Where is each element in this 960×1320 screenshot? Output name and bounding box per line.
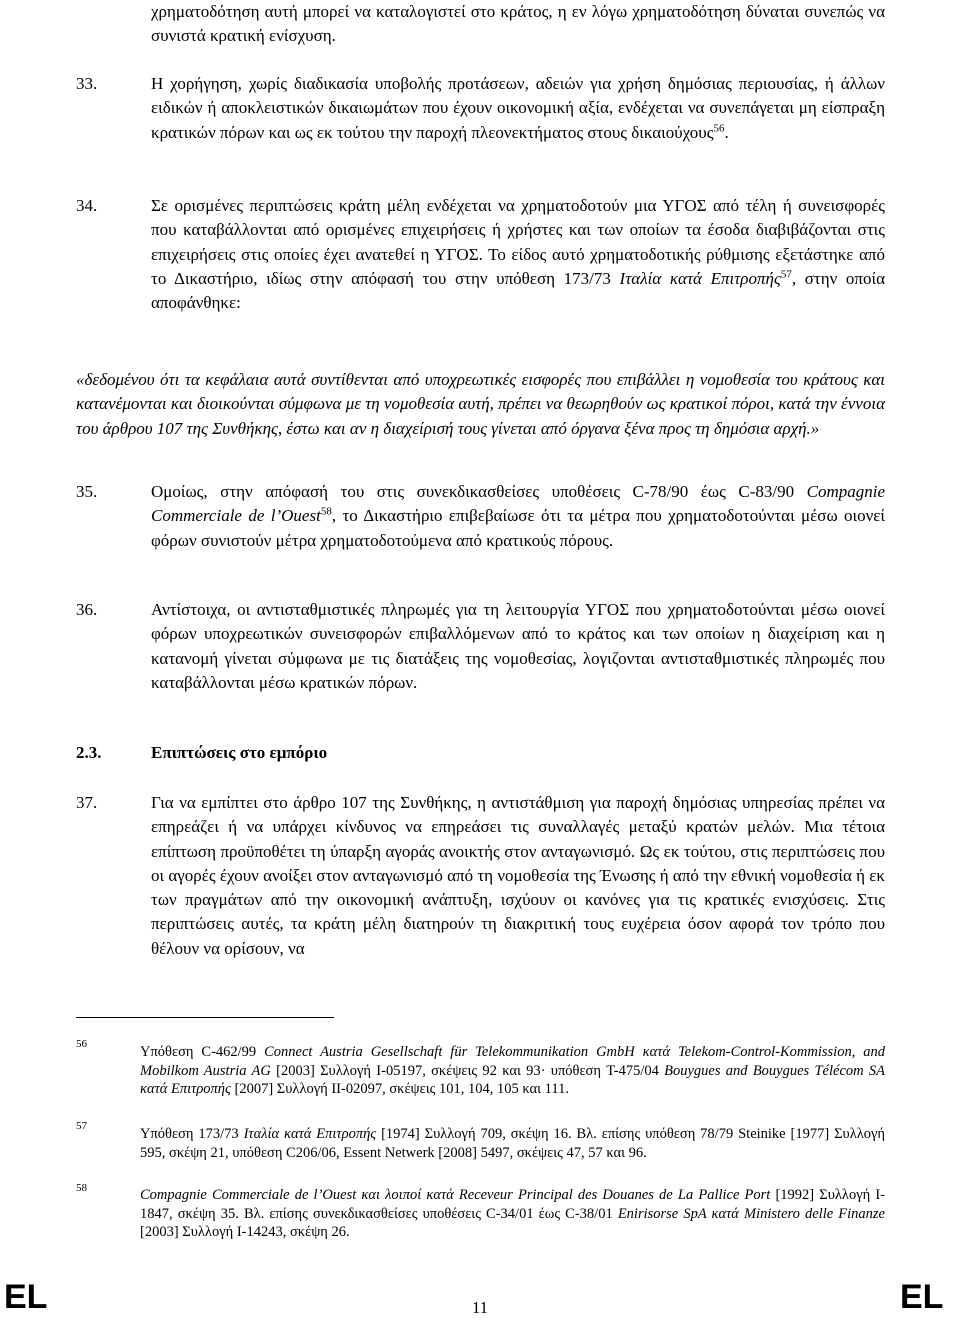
paragraph-text: Η χορήγηση, χωρίς διαδικασία υποβολής προτάσεων, αδειών για χρήση δημόσιας περιουσίας, ή άλλων ειδικών ή αποκλειστικών δικαιωμάτων που έχουν οικονομική αξία, ενδέχεται να συνεπάγεται μη είσπραξη κρατικών πόρων και ως εκ τούτου την παροχή πλεονεκτήματος στους δικαιούχους (151, 74, 885, 142)
footnote-number: 58 (76, 1182, 87, 1194)
page-number: 11 (471, 1298, 489, 1317)
paragraph-37: Για να εμπίπτει στο άρθρο 107 της Συνθήκης, η αντιστάθμιση για παροχή δημόσιας υπηρεσίας πρέπει να επηρεάζει ή να υπάρχει κίνδυνος να επηρεάσει τις συναλλαγές μεταξύ κρατών μελών. Μια τέτοια επίπτωση προϋποθέτει τη ύπαρξη αγοράς ανοικτής στον ανταγωνισμό. Ως εκ τούτου, στις περιπτώσεις που οι αγορές έχουν ανοίξει στον ανταγωνισμό από τη νομοθεσία της Ένωσης ή από την εθνική νομοθεσία ή εκ των πραγμάτων από την οικονομική ανάπτυξη, ισχύουν οι κανόνες για τις κρατικές ενισχύσεις. Στις περιπτώσεις αυτές, τα κράτη μέλη διατηρούν τη διακριτική τους ευχέρεια όσον αφορά τον τρόπο που θέλουν να ορίσουν, να (151, 793, 885, 958)
paragraph-34 (151, 194, 885, 315)
footnote-58 (140, 1186, 885, 1242)
case-name: Compagnie Commerciale de l’Ouest και λοιποί κατά Receveur Principal des Douanes de La Pallice Port (140, 1187, 771, 1203)
paragraph-text: Ομοίως, στην απόφασή του στις συνεκδικασθείσες υποθέσεις C-78/90 έως C-83/90 (151, 482, 807, 501)
footnote-number: 57 (76, 1120, 87, 1132)
case-name: Compagnie Commerciale de l’Ouest (151, 482, 885, 526)
paragraph-number: 34. (76, 196, 98, 215)
paragraph-32-continuation: χρηματοδότηση αυτή μπορεί να καταλογιστεί στο κράτος, η εν λόγω χρηματοδότηση δύναται συνεπώς να συνιστά κρατική ενίσχυση. (151, 2, 885, 46)
footnote-57 (140, 1125, 885, 1162)
paragraph-number: 33. (76, 74, 98, 93)
paragraph-33 (151, 72, 885, 145)
footnote-divider (76, 1017, 334, 1018)
footnote-56 (140, 1043, 885, 1099)
case-name: Connect Austria Gesellschaft für Telekommunikation GmbH κατά Telekom-Control-Kommission, and Mobilkom Austria AG (140, 1044, 885, 1079)
paragraph-35 (151, 480, 885, 553)
footnote-ref-57[interactable]: 57 (780, 268, 792, 281)
case-name: Ιταλία κατά Επιτροπής (243, 1126, 377, 1142)
footnote-text: Υπόθεση C-462/99 (140, 1044, 265, 1060)
footnote-number: 56 (76, 1038, 87, 1050)
section-number: 2.3. (76, 743, 102, 762)
footnote-text: [1974] Συλλογή 709, σκέψη 16. Βλ. επίσης υπόθεση 78/79 Steinike [1977] Συλλογή 595, σκέψη 21, υπόθεση C206/06, Essent Netwerk [2008] 5497, σκέψεις 47, 57 και 96. (140, 1126, 885, 1161)
paragraph-end: . (724, 122, 729, 142)
court-quotation: «δεδομένου ότι τα κεφάλαια αυτά συντίθενται από υποχρεωτικές εισφορές που επιβάλλει η νομοθεσία του κράτους και κατανέμονται και διοικούνται σύμφωνα με τη νομοθεσία αυτή, πρέπει να θεωρηθούν ως κρατικοί πόροι, κατά την έννοια του άρθρου 107 της Συνθήκης, έστω και αν η διαχείρισή τους γίνεται από όργανα ξένα προς τη δημόσια αρχή.» (76, 370, 885, 438)
footnote-text: [2003] Συλλογή I-05197, σκέψεις 92 και 93· υπόθεση T-475/04 (270, 1062, 665, 1079)
footnote-text: [2007] Συλλογή II-02097, σκέψεις 101, 104, 105 και 111. (230, 1081, 569, 1097)
footnote-text: [1992] Συλλογή I-1847, σκέψη 35. Βλ. επίσης συνεκδικασθείσες υποθέσεις C-34/01 έως C-38/01 (140, 1187, 885, 1222)
paragraph-text: Σε ορισμένες περιπτώσεις κράτη μέλη ενδέχεται να χρηματοδοτούν μια ΥΓΟΣ από τέλη ή συνεισφορές που καταβάλλονται από ορισμένες επιχειρήσεις ή χρήστες και των οποίων τα έσοδα διαβιβάζονται στις επιχειρήσεις στις οποίες έχει ανατεθεί η ΥΓΟΣ. Το είδος αυτό χρηματοδοτικής ρύθμισης εξετάστηκε από το Δικαστήριο, ιδίως στην απόφασή του στην υπόθεση 173/73 (151, 196, 885, 288)
paragraph-36: Αντίστοιχα, οι αντισταθμιστικές πληρωμές για τη λειτουργία ΥΓΟΣ που χρηματοδοτούνται μέσω οιονεί φόρων υποχρεωτικών συνεισφορών επιβαλλόμενων από το κράτος και των οποίων η διαχείριση και η κατανομή γίνεται σύμφωνα με τις διατάξεις της νομοθεσίας, λογιζονται αντισταθμιστικές πληρωμές που καταβάλλονται μέσω κρατικών πόρων. (151, 600, 885, 692)
footnote-text: [2003] Συλλογή I-14243, σκέψη 26. (140, 1224, 350, 1240)
case-name: Ιταλία κατά Επιτροπής (619, 268, 781, 288)
paragraph-number: 37. (76, 793, 98, 812)
footnote-ref-58[interactable]: 58 (320, 505, 332, 518)
paragraph-text: , το Δικαστήριο επιβεβαίωσε ότι τα μέτρα που χρηματοδοτούνται μέσω οιονεί φόρων συνιστούν μέτρα χρηματοδοτούμενα από κρατικούς πόρους. (151, 506, 885, 550)
language-code-right: EL (900, 1278, 944, 1316)
case-name: Enirisorse SpA κατά Ministero delle Finanze (617, 1205, 885, 1222)
section-heading: Επιπτώσεις στο εμπόριο (151, 743, 328, 762)
paragraph-text: , στην οποία αποφάνθηκε: (151, 268, 885, 313)
language-code-left: EL (4, 1278, 48, 1316)
case-name: Bouygues and Bouygues Télécom SA κατά Επιτροπής (140, 1062, 885, 1097)
paragraph-number: 35. (76, 482, 98, 501)
paragraph-number: 36. (76, 600, 98, 619)
footnote-ref-56[interactable]: 56 (713, 121, 725, 134)
footnote-text: Υπόθεση 173/73 (140, 1126, 244, 1142)
